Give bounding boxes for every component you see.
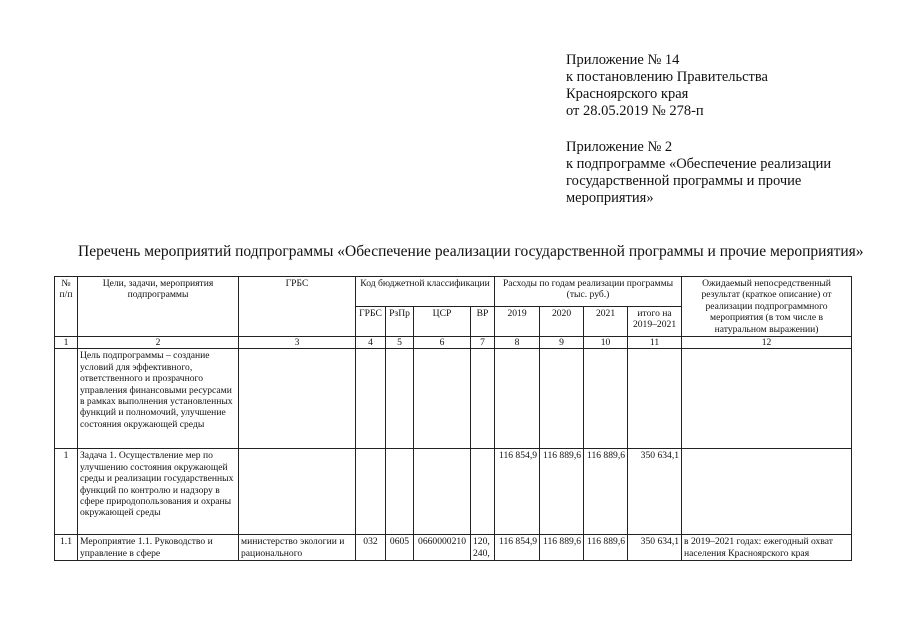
row-grbs <box>239 349 356 449</box>
subheader-2020: 2020 <box>540 307 584 337</box>
row-num: 1 <box>55 449 78 535</box>
row-2021: 116 889,6 <box>584 449 628 535</box>
appendix-line: к подпрограмме «Обеспечение реализации <box>566 156 832 172</box>
row-grbs-code: 032 <box>356 535 386 561</box>
subheader-grbs: ГРБС <box>356 307 386 337</box>
header-grbs: ГРБС <box>239 277 356 337</box>
column-number: 8 <box>495 337 540 349</box>
row-vr <box>471 349 495 449</box>
column-number: 9 <box>540 337 584 349</box>
row-2021 <box>584 349 628 449</box>
appendix-line: мероприятия» <box>566 190 654 206</box>
row-grbs-code <box>356 449 386 535</box>
row-text: Цель подпрограммы – создание условий для эффективного, ответственного и прозрачного управления финансовыми ресурсами в рамках выполнения установленных функций и полномочий, улучшение состояния окружающей среды <box>78 349 239 449</box>
row-rzpr: 0605 <box>386 535 414 561</box>
row-csr: 0660000210 <box>414 535 471 561</box>
row-grbs-code <box>356 349 386 449</box>
appendix-line: Приложение № 14 <box>566 52 680 68</box>
table-header-row <box>55 277 852 307</box>
row-total <box>628 349 682 449</box>
row-result <box>682 349 852 449</box>
row-rzpr <box>386 449 414 535</box>
row-csr <box>414 449 471 535</box>
column-number: 5 <box>386 337 414 349</box>
appendix-2-header <box>566 139 831 207</box>
row-rzpr <box>386 349 414 449</box>
row-2019: 116 854,9 <box>495 535 540 561</box>
row-2019 <box>495 349 540 449</box>
header-expenses: Расходы по годам реализации программы (тыс. руб.) <box>495 277 682 307</box>
header-budget-code: Код бюджетной классификации <box>356 277 495 307</box>
row-csr <box>414 349 471 449</box>
column-number: 2 <box>78 337 239 349</box>
appendix-line: Приложение № 2 <box>566 139 673 155</box>
appendix-line: Красноярского края <box>566 86 689 102</box>
subheader-2019: 2019 <box>495 307 540 337</box>
table-row-task-1 <box>55 449 852 535</box>
table-row-activity-1-1 <box>55 535 852 561</box>
column-number: 3 <box>239 337 356 349</box>
row-text: Мероприятие 1.1. Руководство и управление в сфере <box>78 535 239 561</box>
subheader-csr: ЦСР <box>414 307 471 337</box>
row-vr <box>471 449 495 535</box>
column-number: 4 <box>356 337 386 349</box>
column-number: 12 <box>682 337 852 349</box>
table-row-goal <box>55 349 852 449</box>
row-2020 <box>540 349 584 449</box>
column-number: 1 <box>55 337 78 349</box>
document-title: Перечень мероприятий подпрограммы «Обеспечение реализации государственной программы и прочие мероприятия» <box>78 243 864 260</box>
row-text: Задача 1. Осуществление мер по улучшению состояния окружающей среды и реализации государственных функций по контролю и надзору в сфере природопользования и охраны окружающей среды <box>78 449 239 535</box>
row-total: 350 634,1 <box>628 535 682 561</box>
activities-table <box>54 276 852 561</box>
appendix-line: государственной программы и прочие <box>566 173 802 189</box>
row-2020: 116 889,6 <box>540 449 584 535</box>
column-number: 10 <box>584 337 628 349</box>
column-number: 7 <box>471 337 495 349</box>
row-grbs: министерство экологии и рационального <box>239 535 356 561</box>
subheader-total: итого на 2019–2021 <box>628 307 682 337</box>
row-num <box>55 349 78 449</box>
row-2020: 116 889,6 <box>540 535 584 561</box>
row-result: в 2019–2021 годах: ежегодный охват населения Красноярского края <box>682 535 852 561</box>
appendix-14-header <box>566 52 768 120</box>
subheader-2021: 2021 <box>584 307 628 337</box>
header-result: Ожидаемый непосредственный результат (краткое описание) от реализации подпрограммного мероприятия (в том числе в натуральном выражении) <box>682 277 852 337</box>
row-num: 1.1 <box>55 535 78 561</box>
appendix-line: к постановлению Правительства <box>566 69 768 85</box>
subheader-rzpr: РзПр <box>386 307 414 337</box>
header-num: № п/п <box>55 277 78 337</box>
appendix-line: от 28.05.2019 № 278-п <box>566 103 704 119</box>
column-number: 6 <box>414 337 471 349</box>
row-2019: 116 854,9 <box>495 449 540 535</box>
row-2021: 116 889,6 <box>584 535 628 561</box>
row-grbs <box>239 449 356 535</box>
row-result <box>682 449 852 535</box>
row-total: 350 634,1 <box>628 449 682 535</box>
column-number: 11 <box>628 337 682 349</box>
column-numbers-row <box>55 337 852 349</box>
row-vr: 120, 240, <box>471 535 495 561</box>
header-goals: Цели, задачи, мероприятия подпрограммы <box>78 277 239 337</box>
subheader-vr: ВР <box>471 307 495 337</box>
